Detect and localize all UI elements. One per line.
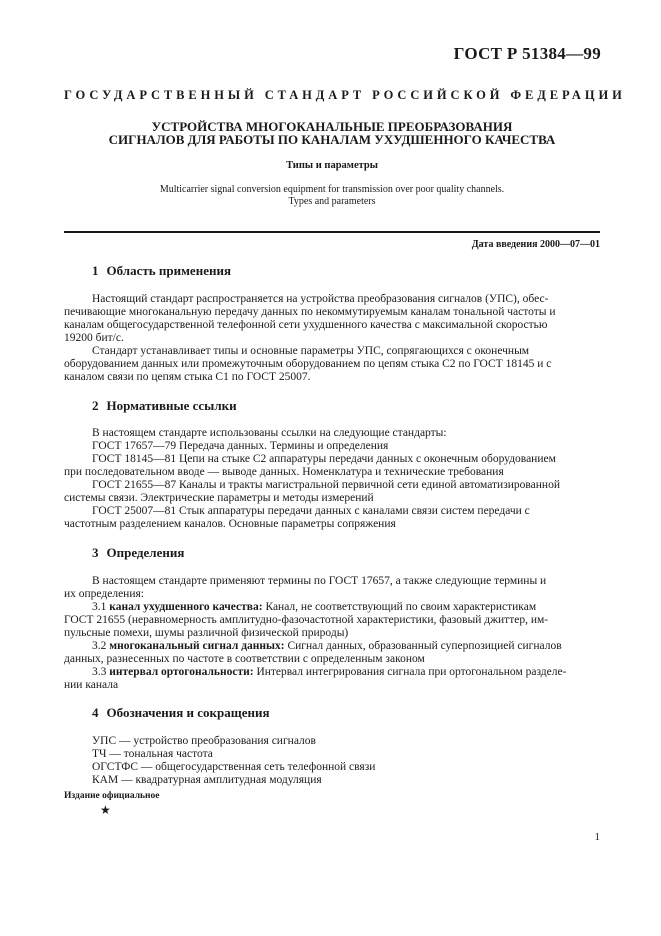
section-3-heading [92,545,184,561]
state-standard-header: ГОСУДАРСТВЕННЫЙ СТАНДАРТ РОССИЙСКОЙ ФЕДЕРАЦИИ [64,88,626,102]
text-line: Настоящий стандарт распространяется на устройства преобразования сигналов (УПС), обес- [92,293,549,305]
text-line: печивающие многоканальную передачу данных по некоммутируемым каналам тональной частоты и [64,306,556,318]
text-line: пульсные помехи, шумы различной физической природы) [64,627,349,639]
section-number: 3 [92,545,99,560]
definition-number: 3.1 [92,601,107,613]
abbreviation-item: ТЧ — тональная частота [92,748,213,760]
document-subtitle: Типы и параметры [286,160,378,171]
standard-number: ГОСТ Р 51384—99 [453,44,601,63]
reference-item: ГОСТ 25007—81 Стык аппаратуры передачи данных с каналами связи систем передачи с [92,505,530,517]
reference-item: ГОСТ 21655—87 Каналы и тракты магистральной первичной сети единой автоматизированной [92,479,560,491]
title-line-2: СИГНАЛОВ ДЛЯ РАБОТЫ ПО КАНАЛАМ УХУДШЕННОГО КАЧЕСТВА [108,132,556,147]
text-line: данных, разнесенных по частоте в соответствии с определенным законом [64,653,425,665]
section-title: Нормативные ссылки [106,398,237,413]
title-line-1: УСТРОЙСТВА МНОГОКАНАЛЬНЫЕ ПРЕОБРАЗОВАНИЯ [151,119,513,134]
text-line: их определения: [64,588,144,600]
definition-item [92,601,536,614]
reference-item: ГОСТ 18145—81 Цепи на стыке С2 аппаратуры передачи данных с оконечным оборудованием [92,453,556,465]
section-title: Область применения [106,263,231,278]
document-title [64,120,600,146]
section-1-heading [92,263,231,279]
definition-number: 3.3 [92,666,107,678]
text-line: В настоящем стандарте применяют термины по ГОСТ 17657, а также следующие термины и [92,575,547,587]
section-title: Обозначения и сокращения [106,705,270,720]
abbreviation-item: УПС — устройство преобразования сигналов [92,735,316,747]
abbreviation-item: ОГСТФС — общегосударственная сеть телефонной связи [92,761,376,773]
definition-number: 3.2 [92,640,107,652]
section-2-heading [92,398,237,414]
definition-term: интервал ортогональности: [109,666,254,678]
text-line: нии канала [64,679,119,691]
reference-item: ГОСТ 17657—79 Передача данных. Термины и определения [92,440,389,452]
text-line: В настоящем стандарте использованы ссылки на следующие стандарты: [92,427,447,439]
english-title-line-2: Types and parameters [288,196,376,207]
introduction-date: Дата введения 2000—07—01 [471,239,600,250]
definition-item [92,666,566,679]
page-number: 1 [594,831,600,843]
section-number: 1 [92,263,99,278]
definition-item [92,640,562,653]
english-title [64,184,600,208]
abbreviation-item: КАМ — квадратурная амплитудная модуляция [92,774,322,786]
section-4-heading [92,705,270,721]
text-line: каналам общегосударственной телефонной сети ухудшенного качества с максимальной скоростью [64,319,548,331]
text-line: ГОСТ 21655 (неравномерность амплитудно-фазочастотной характеристики, фазовый джиттер, им- [64,614,549,626]
text-line: 19200 бит/с. [64,332,124,344]
definition-text: Интервал интегрирования сигнала при ортогональном разделе- [253,666,567,678]
header-divider [64,231,600,233]
definition-text: Канал, не соответствующий по своим характеристикам [262,601,537,613]
text-line: частотным разделением каналов. Основные параметры сопряжения [64,518,396,530]
text-line: Стандарт устанавливает типы и основные параметры УПС, сопрягающихся с оконечным [92,345,530,357]
text-line: при последовательном вводе — выводе данных. Номенклатура и технические требования [64,466,504,478]
text-line: каналом связи по цепям стыка С1 по ГОСТ 25007. [64,371,311,383]
text-line: системы связи. Электрические параметры и методы измерений [64,492,374,504]
section-title: Определения [106,545,185,560]
english-title-line-1: Multicarrier signal conversion equipment for transmission over poor quality channels. [159,184,505,195]
star-icon: ★ [100,803,111,817]
definition-text: Сигнал данных, образованный суперпозицией сигналов [284,640,562,652]
definition-term: многоканальный сигнал данных: [109,640,285,652]
official-edition-label: Издание официальное [64,791,160,801]
text-line: оборудованием данных или промежуточным оборудованием по цепям стыка С2 по ГОСТ 18145 и с [64,358,552,370]
section-number: 4 [92,705,99,720]
definition-term: канал ухудшенного качества: [109,601,263,613]
section-number: 2 [92,398,99,413]
